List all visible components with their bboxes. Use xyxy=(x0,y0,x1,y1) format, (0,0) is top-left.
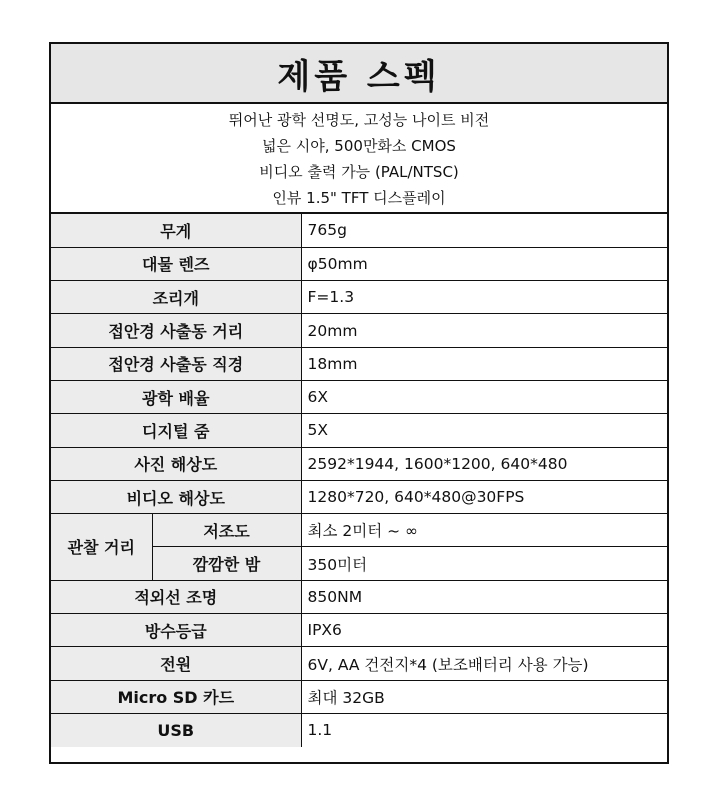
spec-label: 무게 xyxy=(51,214,301,247)
spec-value: 최소 2미터 ~ ∞ xyxy=(301,514,667,547)
table-row xyxy=(51,214,667,247)
spec-label: 비디오 해상도 xyxy=(51,480,301,513)
spec-label: 디지털 줌 xyxy=(51,414,301,447)
spec-sheet xyxy=(49,42,669,764)
spec-sublabel: 깜깜한 밤 xyxy=(152,547,301,580)
feature-line: 뛰어난 광학 선명도, 고성능 나이트 비전 xyxy=(228,111,490,129)
table-row xyxy=(51,314,667,347)
spec-label: Micro SD 카드 xyxy=(51,680,301,713)
page-title: 제품 스펙 xyxy=(51,44,667,104)
table-row xyxy=(51,380,667,413)
feature-line: 인뷰 1.5" TFT 디스플레이 xyxy=(272,189,446,207)
spec-label: USB xyxy=(51,713,301,746)
spec-value: F=1.3 xyxy=(301,281,667,314)
spec-sublabel: 저조도 xyxy=(152,514,301,547)
table-row xyxy=(51,480,667,513)
spec-label: 접안경 사출동 직경 xyxy=(51,347,301,380)
spec-group-label: 관찰 거리 xyxy=(51,514,152,581)
spec-value: 5X xyxy=(301,414,667,447)
table-row xyxy=(51,247,667,280)
spec-table xyxy=(51,214,667,747)
spec-value: 850NM xyxy=(301,580,667,613)
spec-value: 350미터 xyxy=(301,547,667,580)
table-row xyxy=(51,447,667,480)
spec-label: 대물 렌즈 xyxy=(51,247,301,280)
table-row xyxy=(51,680,667,713)
spec-value: 1280*720, 640*480@30FPS xyxy=(301,480,667,513)
feature-list xyxy=(51,104,667,214)
spec-label: 전원 xyxy=(51,647,301,680)
spec-value: 1.1 xyxy=(301,713,667,746)
spec-value: 최대 32GB xyxy=(301,680,667,713)
spec-value: 765g xyxy=(301,214,667,247)
spec-label: 사진 해상도 xyxy=(51,447,301,480)
spec-label: 광학 배율 xyxy=(51,380,301,413)
table-row xyxy=(51,281,667,314)
spec-label: 조리개 xyxy=(51,281,301,314)
table-row xyxy=(51,614,667,647)
spec-value: 6X xyxy=(301,380,667,413)
spec-value: 2592*1944, 1600*1200, 640*480 xyxy=(301,447,667,480)
spec-value: IPX6 xyxy=(301,614,667,647)
feature-line: 넓은 시야, 500만화소 CMOS xyxy=(262,137,456,155)
feature-line: 비디오 출력 가능 (PAL/NTSC) xyxy=(259,163,459,181)
table-row xyxy=(51,514,667,547)
table-row xyxy=(51,713,667,746)
spec-value: φ50mm xyxy=(301,247,667,280)
spec-value: 6V, AA 건전지*4 (보조배터리 사용 가능) xyxy=(301,647,667,680)
spec-label: 접안경 사출동 거리 xyxy=(51,314,301,347)
table-row xyxy=(51,347,667,380)
spec-value: 20mm xyxy=(301,314,667,347)
table-row xyxy=(51,580,667,613)
spec-label: 적외선 조명 xyxy=(51,580,301,613)
spec-value: 18mm xyxy=(301,347,667,380)
table-row xyxy=(51,647,667,680)
table-row xyxy=(51,414,667,447)
spec-label: 방수등급 xyxy=(51,614,301,647)
